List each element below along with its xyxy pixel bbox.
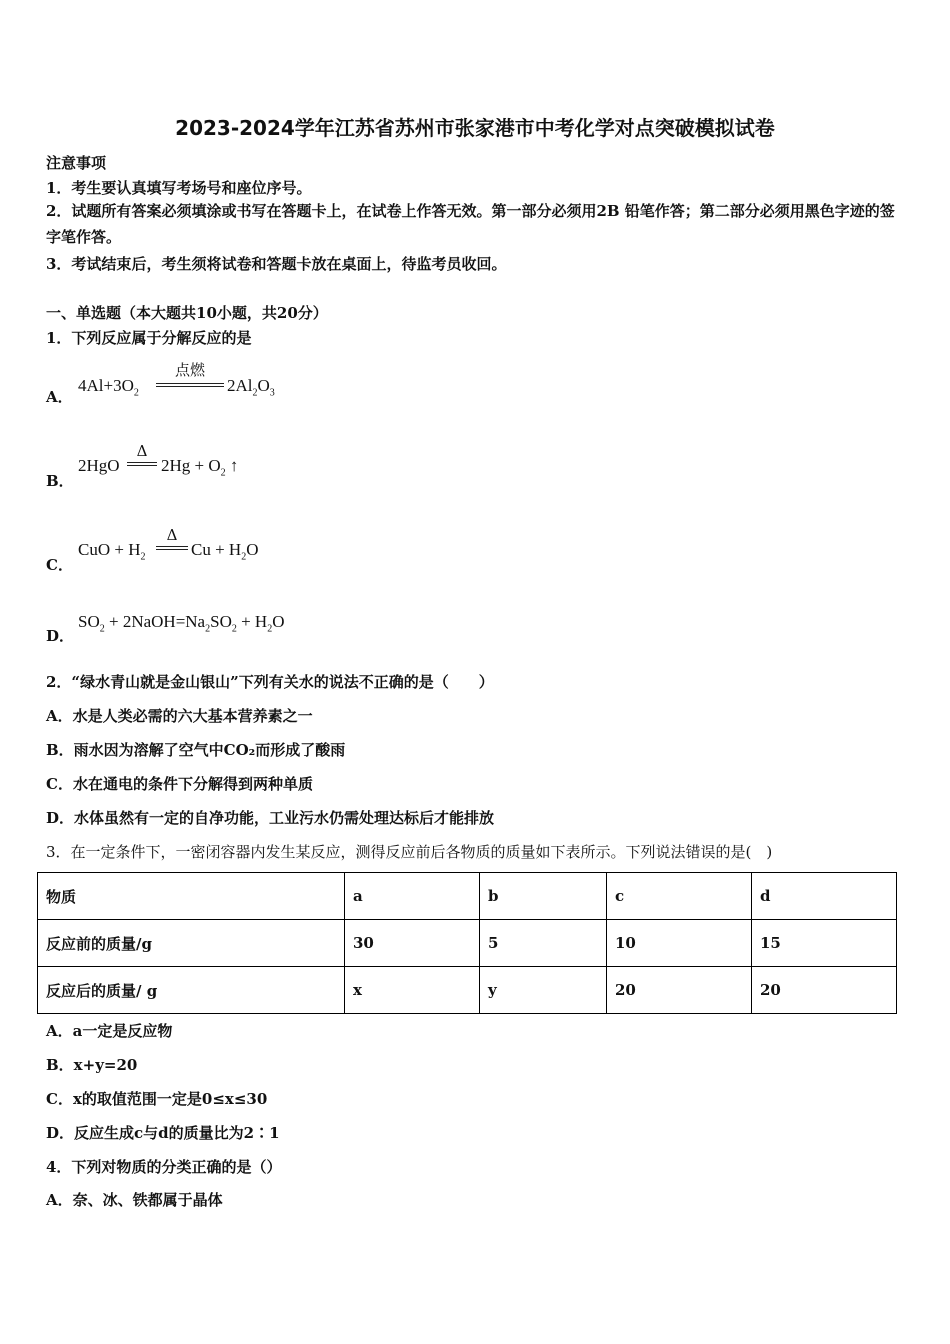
product-text: O <box>246 540 259 559</box>
table-cell: 20 <box>752 967 897 1014</box>
option-item: B．雨水因为溶解了空气中CO₂而形成了酸雨 <box>46 741 346 759</box>
option-item: A．a一定是反应物 <box>46 1022 173 1040</box>
option-item: A．奈、冰、铁都属于晶体 <box>46 1191 223 1209</box>
reactants: 4Al+3O <box>78 376 134 395</box>
notice-item: 3．考试结束后，考生须将试卷和答题卡放在桌面上，待监考员收回。 <box>46 255 507 273</box>
option-item: B．x+y=20 <box>46 1056 138 1074</box>
reaction-condition: 点燃 <box>174 361 205 379</box>
subscript: 2 <box>220 467 226 479</box>
table-cell: 15 <box>752 920 897 967</box>
products <box>227 376 275 398</box>
product-text: 2Al <box>227 376 253 395</box>
eq-text: SO <box>210 612 232 631</box>
question-stem: 2．“绿水青山就是金山银山”下列有关水的说法不正确的是（ ） <box>46 673 494 691</box>
subscript: 2 <box>267 623 273 635</box>
table-cell: d <box>752 873 897 920</box>
equation-a <box>78 376 139 398</box>
eq-text: + 2NaOH=Na <box>104 612 206 631</box>
table-cell: 反应前的质量/g <box>38 920 345 967</box>
option-label: D． <box>46 627 75 645</box>
equation-d <box>78 612 285 634</box>
table-row <box>38 920 897 967</box>
subscript: 2 <box>133 387 139 399</box>
equation-b-reactants: 2HgO <box>78 456 120 475</box>
gas-arrow: ↑ <box>229 456 239 475</box>
eq-text: SO <box>78 612 100 631</box>
reaction-condition: Δ <box>136 442 148 460</box>
product-text: 2Hg + O <box>161 456 221 475</box>
option-label: A． <box>46 388 73 406</box>
option-item: D．水体虽然有一定的自净功能，工业污水仍需处理达标后才能排放 <box>46 809 495 827</box>
subscript: 2 <box>241 551 247 563</box>
table-row <box>38 873 897 920</box>
subscript: 3 <box>269 387 275 399</box>
subscript: 2 <box>231 623 237 635</box>
option-item: D．反应生成c与d的质量比为2∶1 <box>46 1124 280 1142</box>
subscript: 2 <box>140 551 146 563</box>
subscript: 2 <box>99 623 105 635</box>
option-item: C．x的取值范围一定是0≤x≤30 <box>46 1090 268 1108</box>
table-cell: y <box>480 967 607 1014</box>
equation-c-reactants <box>78 540 145 562</box>
table-cell: 物质 <box>38 873 345 920</box>
equal-sign-line <box>127 462 157 466</box>
reactant-text: CuO + H <box>78 540 141 559</box>
table-cell: 20 <box>607 967 752 1014</box>
option-item: C．水在通电的条件下分解得到两种单质 <box>46 775 313 793</box>
page-title: 2023-2024学年江苏省苏州市张家港市中考化学对点突破模拟试卷 <box>175 116 775 140</box>
option-label: B． <box>46 472 74 490</box>
table-cell: b <box>480 873 607 920</box>
option-item: A．水是人类必需的六大基本营养素之一 <box>46 707 313 725</box>
equation-c-products <box>191 540 258 562</box>
table-cell: 10 <box>607 920 752 967</box>
question-stem: 4．下列对物质的分类正确的是（） <box>46 1158 282 1176</box>
section-heading: 一、单选题（本大题共10小题，共20分） <box>46 304 328 322</box>
question-stem: 1．下列反应属于分解反应的是 <box>46 329 252 347</box>
equal-sign-line <box>156 546 188 550</box>
table-cell: x <box>345 967 480 1014</box>
mass-table <box>37 872 897 1014</box>
eq-text: + H <box>236 612 268 631</box>
equal-sign-line <box>156 383 224 387</box>
table-cell: 30 <box>345 920 480 967</box>
notice-heading: 注意事项 <box>46 154 107 172</box>
table-cell: 5 <box>480 920 607 967</box>
subscript: 2 <box>252 387 258 399</box>
option-label: C． <box>46 556 73 574</box>
notice-item: 2．试题所有答案必须填涂或书写在答题卡上，在试卷上作答无效。第一部分必须用2B 铅笔作答；第二部分必须用黑色字迹的签字笔作答。 <box>46 202 895 246</box>
table-cell: c <box>607 873 752 920</box>
table-cell: 反应后的质量/ g <box>38 967 345 1014</box>
product-text: O <box>257 376 270 395</box>
eq-text: O <box>272 612 285 631</box>
table-cell: a <box>345 873 480 920</box>
product-text: Cu + H <box>191 540 242 559</box>
notice-item: 1．考生要认真填写考场号和座位序号。 <box>46 179 312 197</box>
table-row <box>38 967 897 1014</box>
question-stem: 3．在一定条件下，一密闭容器内发生某反应，测得反应前后各物质的质量如下表所示。下列说法错误的是( ) <box>46 843 773 861</box>
equation-b-products <box>161 456 238 478</box>
subscript: 2 <box>205 623 211 635</box>
reaction-condition: Δ <box>166 526 178 544</box>
